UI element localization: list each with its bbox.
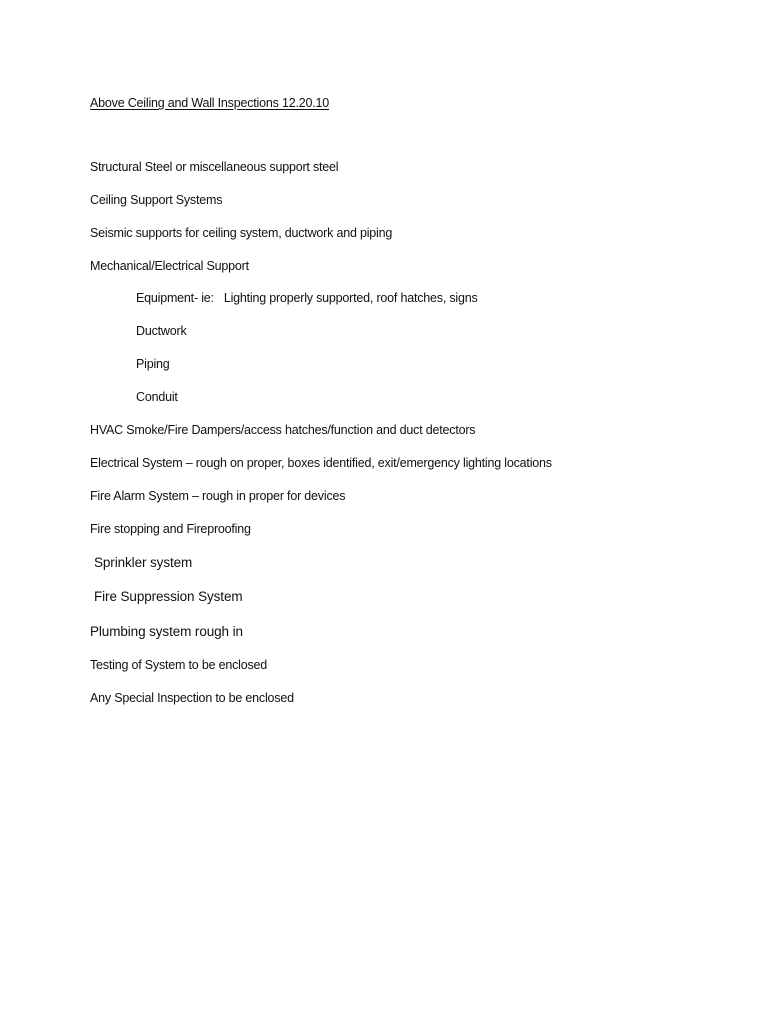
equipment-label: Equipment- ie: <box>136 291 214 305</box>
sub-list-item-conduit: Conduit <box>136 390 178 404</box>
equipment-text: Lighting properly supported, roof hatches, signs <box>223 291 478 305</box>
document-title: Above Ceiling and Wall Inspections 12.20.10 <box>90 96 330 110</box>
list-item: HVAC Smoke/Fire Dampers/access hatches/function and duct detectors <box>90 423 476 437</box>
list-item: Fire stopping and Fireproofing <box>90 522 251 536</box>
list-item: Ceiling Support Systems <box>90 193 223 207</box>
sub-list-item-ductwork: Ductwork <box>136 324 187 338</box>
list-item: Any Special Inspection to be enclosed <box>90 691 294 705</box>
list-item: Fire Alarm System – rough in proper for devices <box>90 489 346 503</box>
list-item: Sprinkler system <box>94 555 193 570</box>
list-item: Structural Steel or miscellaneous support steel <box>90 160 339 174</box>
list-item: Electrical System – rough on proper, boxes identified, exit/emergency lighting locations <box>90 456 552 470</box>
list-item: Seismic supports for ceiling system, ductwork and piping <box>90 226 393 240</box>
sub-list-item-piping: Piping <box>136 357 170 371</box>
list-item: Mechanical/Electrical Support <box>90 259 249 273</box>
list-item: Plumbing system rough in <box>90 624 243 639</box>
list-item: Fire Suppression System <box>94 589 243 604</box>
sub-list-item-equipment <box>136 290 478 306</box>
list-item: Testing of System to be enclosed <box>90 658 268 672</box>
